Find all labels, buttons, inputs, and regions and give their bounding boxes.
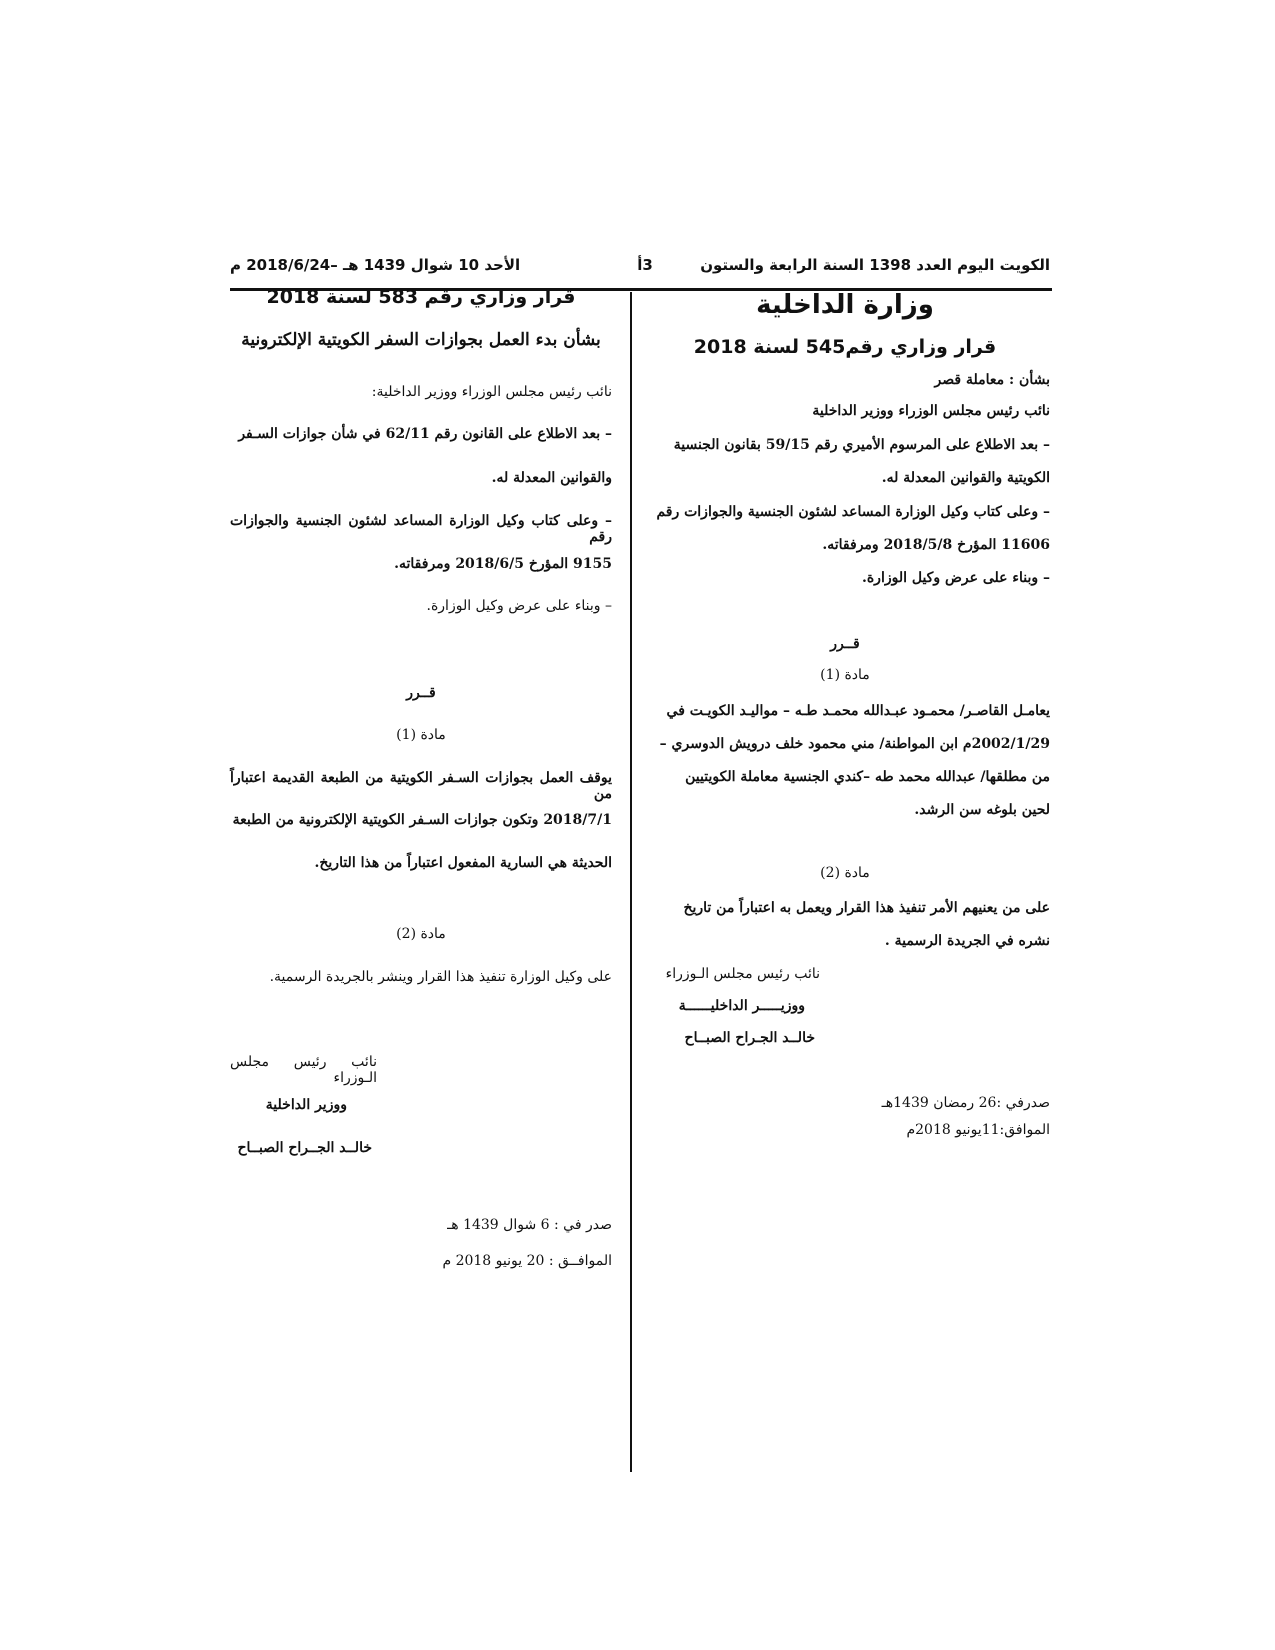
signature-line: ووزير الداخلية: [265, 1097, 347, 1113]
page-header: [230, 252, 1050, 280]
article-2-label: مادة (2): [820, 865, 870, 881]
ministry-title: وزارة الداخلية: [756, 290, 934, 320]
article-1-label: مادة (1): [396, 727, 446, 743]
signature-line: ووزيـــــر الداخليــــــة: [678, 998, 805, 1014]
gazette-date: الأحد 10 شوال 1439 هـ –2018/6/24 م: [230, 256, 521, 274]
article-2-line: نشره في الجريدة الرسمية .: [884, 933, 1050, 949]
decree-545-issuer: نائب رئيس مجلس الوزراء ووزير الداخلية: [812, 403, 1050, 419]
article-1-line: 2018/7/1 وتكون جوازات السـفر الكويتية الإلكترونية من الطبعة: [232, 812, 612, 828]
recital-line: – وعلى كتاب وكيل الوزارة المساعد لشئون الجنسية والجوازات رقم: [656, 504, 1050, 520]
article-2-line: على من يعنيهم الأمر تنفيذ هذا القرار ويعمل به اعتباراً من تاريخ: [683, 900, 1050, 916]
recital-line: – وعلى كتاب وكيل الوزارة المساعد لشئون الجنسية والجوازات رقم: [230, 513, 612, 545]
decree-545-title: قرار وزاري رقم545 لسنة 2018: [693, 336, 997, 358]
gazette-issue-info: الكويت اليوم العدد 1398 السنة الرابعة والستون: [700, 256, 1050, 274]
article-1-line: يوقف العمل بجوازات السـفر الكويتية من الطبعة القديمة اعتباراً من: [230, 770, 612, 802]
article-1-line: يعامـل القاصـر/ محمـود عبـدالله محمـد طـه – مواليـد الكويـت في: [666, 703, 1050, 719]
column-divider: [630, 292, 632, 1472]
corresponding-date: الموافق:11يونيو 2018م: [906, 1122, 1050, 1138]
page-number: 3أ: [637, 256, 653, 274]
article-2-line: على وكيل الوزارة تنفيذ هذا القرار وينشر بالجريدة الرسمية.: [269, 969, 612, 985]
article-1-line: لحين بلوغه سن الرشد.: [914, 802, 1050, 818]
signature-name: خالــد الجــراح الصبــاح: [237, 1140, 372, 1156]
corresponding-date: الموافــق : 20 يونيو 2018 م: [442, 1253, 612, 1269]
article-1-line: من مطلقها/ عبدالله محمد طه –كندي الجنسية معاملة الكويتيين: [685, 769, 1050, 785]
issued-date: صدرفي :26 رمضان 1439هـ: [881, 1095, 1050, 1111]
article-1-label: مادة (1): [820, 667, 870, 683]
article-1-line: الحديثة هي السارية المفعول اعتباراً من هذا التاريخ.: [314, 855, 612, 871]
recital-line: – بعد الاطلاع على القانون رقم 62/11 في شأن جوازات السـفر: [238, 426, 612, 442]
signature-name: خالــد الجـراح الصبــاح: [684, 1030, 815, 1046]
decided-heading: قــرر: [406, 685, 436, 701]
decree-545-subject: بشأن : معاملة قصر: [934, 372, 1050, 388]
article-1-line: 2002/1/29م ابن المواطنة/ مني محمود خلف درويش الدوسري –: [659, 736, 1050, 752]
recital-line: – وبناء على عرض وكيل الوزارة.: [861, 570, 1050, 586]
recital-line: – وبناء على عرض وكيل الوزارة.: [426, 598, 612, 614]
recital-line: والقوانين المعدلة له.: [491, 470, 612, 486]
recital-line: الكويتية والقوانين المعدلة له.: [881, 470, 1050, 486]
signature-line: نائب رئيس مجلس الـوزراء: [665, 966, 820, 982]
issued-date: صدر في : 6 شوال 1439 هـ: [447, 1217, 612, 1233]
article-2-label: مادة (2): [396, 926, 446, 942]
decided-heading: قــرر: [830, 636, 860, 652]
signature-line: نائب رئيس مجلس الـوزراء: [230, 1054, 377, 1086]
decree-583-title: قرار وزاري رقم 583 لسنة 2018: [266, 286, 576, 308]
decree-583-subject: بشأن بدء العمل بجوازات السفر الكويتية الإلكترونية: [241, 330, 601, 350]
recital-line: 11606 المؤرخ 2018/5/8 ومرفقاته.: [822, 537, 1050, 553]
recital-line: – بعد الاطلاع على المرسوم الأميري رقم 59/15 بقانون الجنسية: [673, 437, 1050, 453]
decree-583-issuer: نائب رئيس مجلس الوزراء ووزير الداخلية:: [371, 384, 612, 400]
recital-line: 9155 المؤرخ 2018/6/5 ومرفقاته.: [394, 556, 612, 572]
